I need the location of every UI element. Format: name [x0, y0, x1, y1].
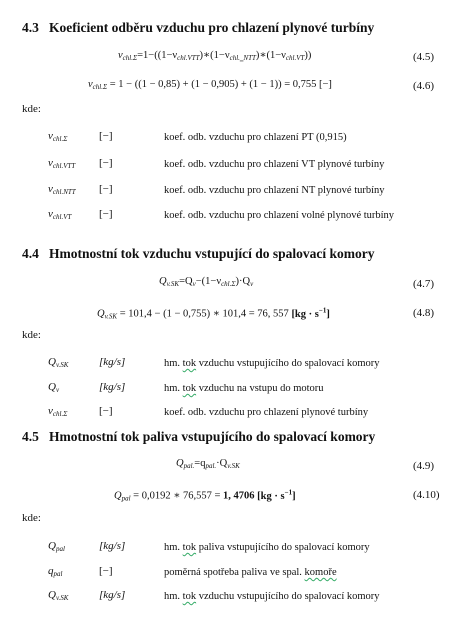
- description: koef. odb. vzduchu pro chlazení PT (0,915): [164, 132, 347, 143]
- equation-number: (4.5): [413, 51, 435, 63]
- equation-number: (4.9): [413, 460, 435, 472]
- where-label: kde:: [22, 512, 41, 524]
- symbol: $\nu_{chl.VTT}$: [48, 157, 76, 170]
- equation-4-5: $\nu_{chl.\Sigma}=1-((1-\nu_{chl.VTT})∗(1-\nu_{chl.‗NTT})∗(1-\nu_{chl.VT}))$: [118, 50, 312, 62]
- equation-4-7: $Q_{v.SK}=Q_v-(1-\nu_{chl.\Sigma})\cdot Q_v$: [159, 276, 254, 288]
- definition-row: [48, 126, 67, 144]
- unit: [−]: [99, 565, 113, 577]
- symbol: $Q_{v.SK}$: [48, 356, 69, 369]
- definition-row: [48, 536, 65, 554]
- section-number: 4.5: [22, 429, 39, 444]
- equation-4-10: $Q_{pal} = 0,0192$ ∗ 76,557 = 1, 4706 $[kg \cdot s^{-1}]$: [114, 488, 296, 503]
- section-heading-4-3: [22, 20, 374, 36]
- equation-4-8: $Q_{v.SK} = 101,4 - (1 - 0,755)$ ∗ 101,4 = 76, 557 $[kg \cdot s^{-1}]$: [97, 306, 330, 321]
- unit: [−]: [99, 157, 113, 169]
- equation-4-6: $\nu_{chl.\Sigma} = 1 - ((1 - 0,85) + (1 - 0,905) + (1 - 1)) = 0,755$ [−]: [88, 79, 332, 91]
- section-number: 4.4: [22, 246, 39, 261]
- unit: [−]: [99, 183, 113, 195]
- where-label: kde:: [22, 329, 41, 341]
- equation-number: (4.8): [413, 307, 435, 319]
- equation-number: (4.10): [413, 489, 440, 501]
- description: hm. tok vzduchu vstupujícího do spalovací komory: [164, 591, 380, 602]
- description: poměrná spotřeba paliva ve spal. komoře: [164, 567, 337, 578]
- definition-row: [48, 204, 71, 222]
- section-title: Hmotnostní tok vzduchu vstupující do spalovací komory: [49, 246, 375, 261]
- symbol: $\nu_{chl.\Sigma}$: [48, 405, 68, 418]
- unit: [−]: [99, 208, 113, 220]
- symbol: $\nu_{chl.NTT}$: [48, 183, 76, 196]
- symbol: $Q_{pal}$: [48, 540, 65, 553]
- unit: [−]: [99, 405, 113, 417]
- description: hm. tok paliva vstupujícího do spalovací komory: [164, 542, 370, 553]
- definition-row: [48, 352, 68, 370]
- definition-row: [48, 153, 75, 171]
- definition-row: [48, 401, 67, 419]
- unit: [kg/s]: [99, 381, 126, 393]
- equation-4-9: $Q_{pal.}=q_{pal.}\cdot Q_{v.SK}$: [176, 458, 240, 470]
- description: koef. odb. vzduchu pro chlazení VT plynové turbíny: [164, 159, 385, 170]
- equation-number: (4.6): [413, 80, 435, 92]
- definition-row: [48, 377, 59, 395]
- description: koef. odb. vzduchu pro chlazení volné plynové turbíny: [164, 210, 395, 221]
- unit: [kg/s]: [99, 356, 126, 368]
- description: hm. tok vzduchu vstupujícího do spalovací komory: [164, 358, 380, 369]
- symbol: $\nu_{chl.VT}$: [48, 208, 72, 221]
- symbol: $Q_v$: [48, 381, 60, 394]
- description: hm. tok vzduchu na vstupu do motoru: [164, 383, 324, 394]
- symbol: $\nu_{chl.\Sigma}$: [48, 130, 68, 143]
- definition-row: [48, 585, 68, 603]
- section-heading-4-5: [22, 429, 375, 445]
- section-number: 4.3: [22, 20, 39, 35]
- section-title: Hmotnostní tok paliva vstupujícího do spalovací komory: [49, 429, 376, 444]
- unit: [kg/s]: [99, 540, 126, 552]
- unit: [kg/s]: [99, 589, 126, 601]
- symbol: $Q_{v.SK}$: [48, 589, 69, 602]
- definition-row: [48, 179, 76, 197]
- where-label: kde:: [22, 103, 41, 115]
- symbol: $q_{pal}$: [48, 565, 63, 578]
- unit: [−]: [99, 130, 113, 142]
- section-title: Koeficient odběru vzduchu pro chlazení plynové turbíny: [49, 20, 375, 35]
- description: koef. odb. vzduchu pro chlazení plynové turbíny: [164, 407, 369, 418]
- definition-row: [48, 561, 62, 579]
- description: koef. odb. vzduchu pro chlazení NT plynové turbíny: [164, 185, 385, 196]
- section-heading-4-4: [22, 246, 375, 262]
- equation-number: (4.7): [413, 278, 435, 290]
